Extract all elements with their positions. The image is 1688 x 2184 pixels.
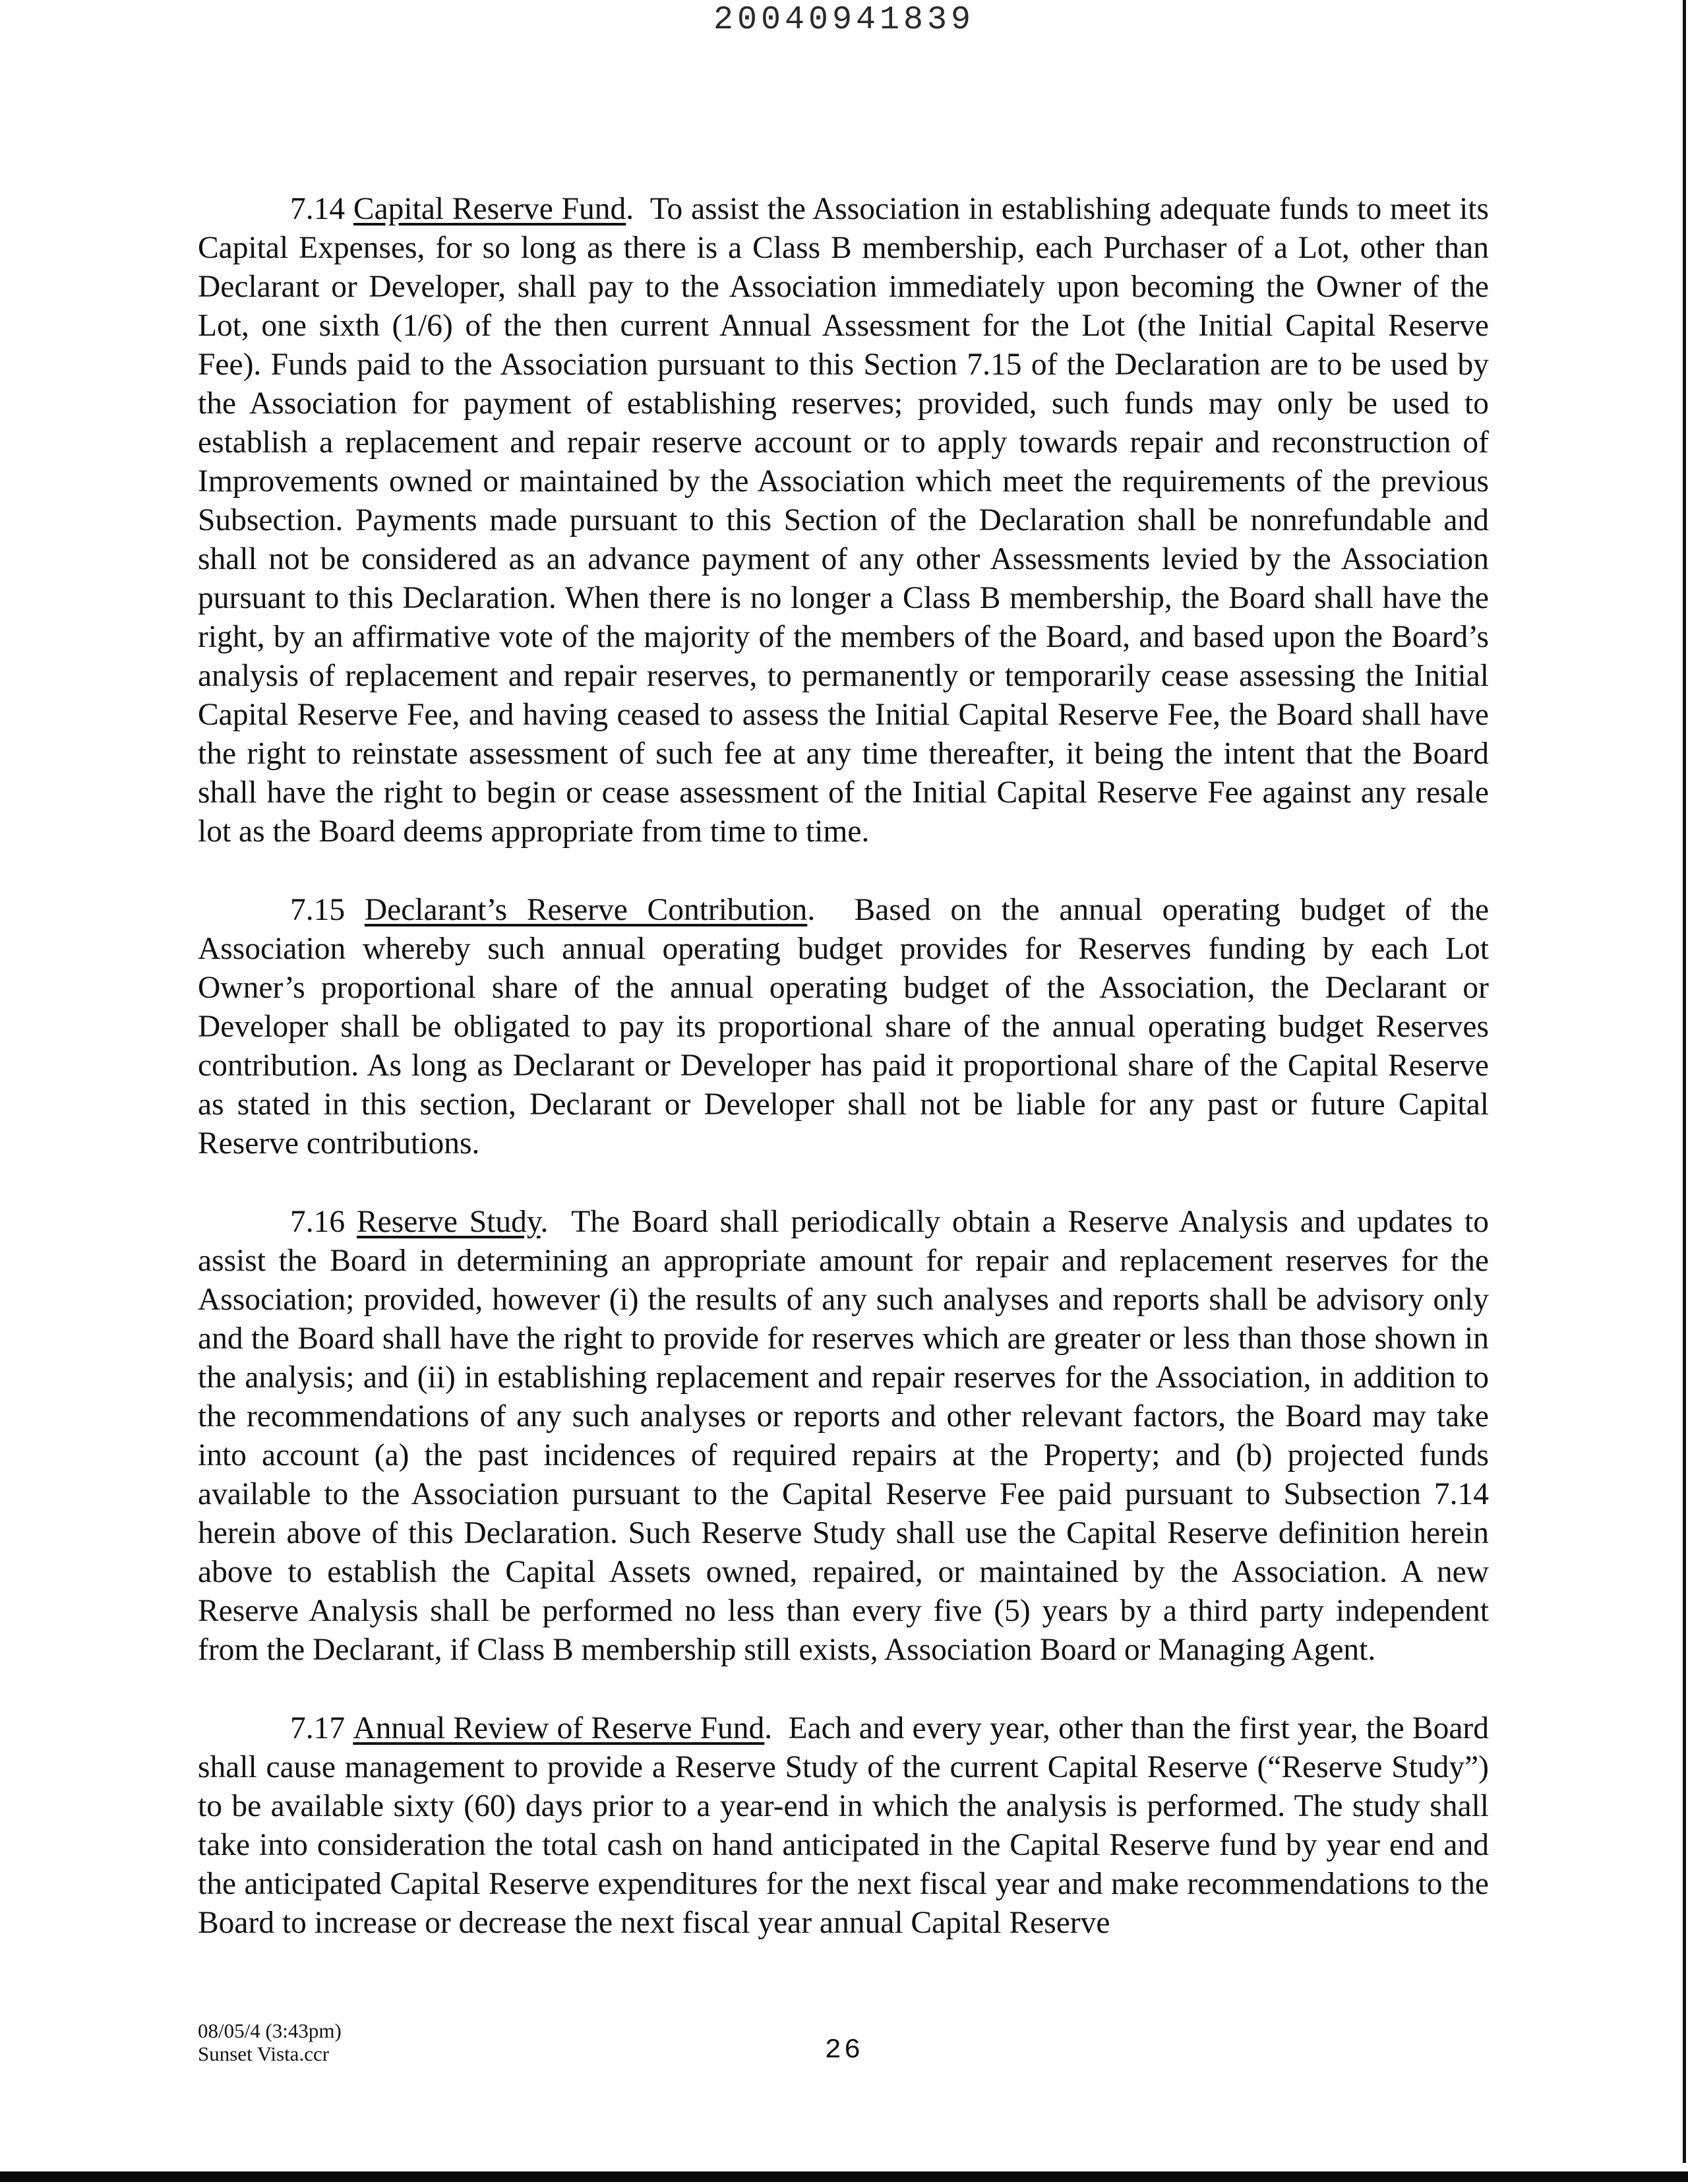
section-number: 7.15 xyxy=(290,893,346,927)
footer-file-name: Sunset Vista.ccr xyxy=(198,2042,330,2065)
section-7-15: 7.15 Declarant’s Reserve Contribution. Based on the annual operating budget of the Association whereby such annual operating budget provides for Reserves funding by each Lot Owner’s proportional share of the annual operating budget of the Association, the Declarant or Developer shall be obligated to pay its proportional share of the annual operating budget Reserves contribution. As long as Declarant or Developer has paid it proportional share of the Capital Reserve as stated in this section, Declarant or Developer shall not be liable for any past or future Capital Reserve contributions. xyxy=(198,893,1490,1161)
section-heading: Capital Reserve Fund xyxy=(353,192,626,226)
section-number: 7.16 xyxy=(290,1205,346,1239)
section-body: To assist the Association in establishing adequate funds to meet its Capital Expenses, for so long as there is a Class B membership, each Purchaser of a Lot, other than Declarant or Developer, shall pay to the Association immediately upon becoming the Owner of the Lot, one sixth (1/6) of the then current Annual Assessment for the Lot (the Initial Capital Reserve Fee). Funds paid to the Association pursuant to this Section 7.15 of the Declaration are to be used by the Association for payment of establishing reserves; provided, such funds may only be used to establish a replacement and repair reserve account or to apply towards repair and reconstruction of Improvements owned or maintained by the Association which meet the requirements of the previous Subsection. Payments made pursuant to this Section of the Declaration shall be nonrefundable and shall not be considered as an advance payment of any other Assessments levied by the Association pursuant to this Declaration. When there is no longer a Class B membership, the Board shall have the right, by an affirmative vote of the majority of the members of the Board, and based upon the Board’s analysis of replacement and repair reserves, to permanently or temporarily cease assessing the Initial Capital Reserve Fee, and having ceased to assess the Initial Capital Reserve Fee, the Board shall have the right to reinstate assessment of such fee at any time thereafter, it being the intent that the Board shall have the right to begin or cease assessment of the Initial Capital Reserve Fee against any resale lot as the Board deems appropriate from time to time. xyxy=(198,192,1489,849)
section-7-14: 7.14 Capital Reserve Fund. To assist the Association in establishing adequate funds to meet its Capital Expenses, for so long as there is a Class B membership, each Purchaser of a Lot, other than Declarant or Developer, shall pay to the Association immediately upon becoming the Owner of the Lot, one sixth (1/6) of the then current Annual Assessment for the Lot (the Initial Capital Reserve Fee). Funds paid to the Association pursuant to this Section 7.15 of the Declaration are to be used by the Association for payment of establishing reserves; provided, such funds may only be used to establish a replacement and repair reserve account or to apply towards repair and reconstruction of Improvements owned or maintained by the Association which meet the requirements of the previous Subsection. Payments made pursuant to this Section of the Declaration shall be nonrefundable and shall not be considered as an advance payment of any other Assessments levied by the Association pursuant to this Declaration. When there is no longer a Class B membership, the Board shall have the right, by an affirmative vote of the majority of the members of the Board, and based upon the Board’s analysis of replacement and repair reserves, to permanently or temporarily cease assessing the Initial Capital Reserve Fee, and having ceased to assess the Initial Capital Reserve Fee, the Board shall have the right to reinstate assessment of such fee at any time thereafter, it being the intent that the Board shall have the right to begin or cease assessment of the Initial Capital Reserve Fee against any resale lot as the Board deems appropriate from time to time. xyxy=(198,192,1489,849)
footer-date-stamp: 08/05/4 (3:43pm) xyxy=(198,2019,342,2042)
page-edge-rule xyxy=(1683,0,1686,2163)
section-heading: Declarant’s Reserve Contribution xyxy=(364,893,808,927)
section-7-17: 7.17 Annual Review of Reserve Fund. Each and every year, other than the first year, the Board shall cause management to provide a Reserve Study of the current Capital Reserve (“Reserve Study”) to be available sixty (60) days prior to a year-end in which the analysis is performed. The study shall take into consideration the total cash on hand anticipated in the Capital Reserve fund by year end and the anticipated Capital Reserve expenditures for the next fiscal year and make recommendations to the Board to increase or decrease the next fiscal year annual Capital Reserve xyxy=(198,1711,1490,1940)
section-body: Based on the annual operating budget of the Association whereby such annual operating budget provides for Reserves funding by each Lot Owner’s proportional share of the annual operating budget of the Association, the Declarant or Developer shall be obligated to pay its proportional share of the annual operating budget Reserves contribution. As long as Declarant or Developer has paid it proportional share of the Capital Reserve as stated in this section, Declarant or Developer shall not be liable for any past or future Capital Reserve contributions. xyxy=(198,893,1490,1161)
document-number: 20040941839 xyxy=(713,1,975,39)
document-body xyxy=(198,190,1489,1982)
page-number: 26 xyxy=(824,2034,864,2066)
bottom-edge-rule xyxy=(0,2171,1688,2182)
section-body: Each and every year, other than the first year, the Board shall cause management to provide a Reserve Study of the current Capital Reserve (“Reserve Study”) to be available sixty (60) days prior to a year-end in which the analysis is performed. The study shall take into consideration the total cash on hand anticipated in the Capital Reserve fund by year end and the anticipated Capital Reserve expenditures for the next fiscal year and make recommendations to the Board to increase or decrease the next fiscal year annual Capital Reserve xyxy=(198,1711,1490,1940)
section-7-16: 7.16 Reserve Study. The Board shall periodically obtain a Reserve Analysis and updates to assist the Board in determining an appropriate amount for repair and replacement reserves for the Association; provided, however (i) the results of any such analyses and reports shall be advisory only and the Board shall have the right to provide for reserves which are greater or less than those shown in the analysis; and (ii) in establishing replacement and repair reserves for the Association, in addition to the recommendations of any such analyses or reports and other relevant factors, the Board may take into account (a) the past incidences of required repairs at the Property; and (b) projected funds available to the Association pursuant to the Capital Reserve Fee paid pursuant to Subsection 7.14 herein above of this Declaration. Such Reserve Study shall use the Capital Reserve definition herein above to establish the Capital Assets owned, repaired, or maintained by the Association. A new Reserve Analysis shall be performed no less than every five (5) years by a third party independent from the Declarant, if Class B membership still exists, Association Board or Managing Agent. xyxy=(198,1205,1490,1667)
section-body: The Board shall periodically obtain a Reserve Analysis and updates to assist the Board in determining an appropriate amount for repair and replacement reserves for the Association; provided, however (i) the results of any such analyses and reports shall be advisory only and the Board shall have the right to provide for reserves which are greater or less than those shown in the analysis; and (ii) in establishing replacement and repair reserves for the Association, in addition to the recommendations of any such analyses or reports and other relevant factors, the Board may take into account (a) the past incidences of required repairs at the Property; and (b) projected funds available to the Association pursuant to the Capital Reserve Fee paid pursuant to Subsection 7.14 herein above of this Declaration. Such Reserve Study shall use the Capital Reserve definition herein above to establish the Capital Assets owned, repaired, or maintained by the Association. A new Reserve Analysis shall be performed no less than every five (5) years by a third party independent from the Declarant, if Class B membership still exists, Association Board or Managing Agent. xyxy=(198,1205,1490,1667)
section-number: 7.14 xyxy=(290,192,346,226)
section-heading: Reserve Study xyxy=(356,1205,541,1239)
section-number: 7.17 xyxy=(290,1711,346,1745)
section-heading: Annual Review of Reserve Fund xyxy=(353,1711,765,1745)
